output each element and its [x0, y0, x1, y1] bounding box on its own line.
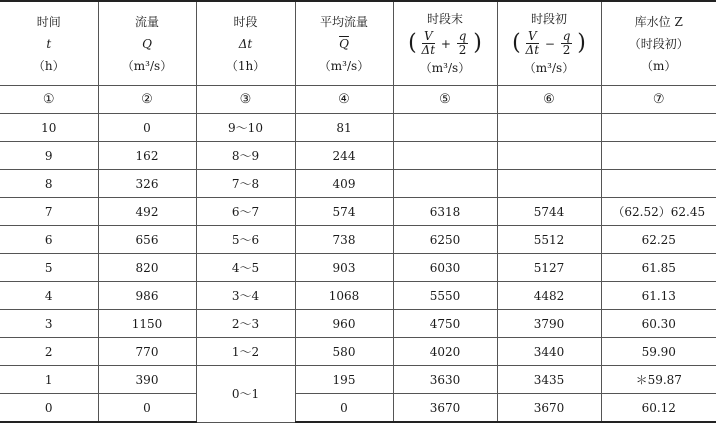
cell-period-start: 3440: [497, 338, 601, 366]
table-row: [0, 254, 716, 282]
cell-period: 5～6: [196, 226, 295, 254]
cell-average-flow: 0: [295, 394, 393, 423]
cell-period-start: [497, 114, 601, 142]
index-cell: ①: [0, 86, 98, 114]
cell-period: 9～10: [196, 114, 295, 142]
cell-flow: 0: [98, 114, 196, 142]
cell-period-start: 3670: [497, 394, 601, 423]
cell-flow: 162: [98, 142, 196, 170]
cell-period: 4～5: [196, 254, 295, 282]
cell-average-flow: 195: [295, 366, 393, 394]
cell-period-end: 6030: [393, 254, 497, 282]
cell-water-level: 60.30: [601, 310, 716, 338]
cell-time: 0: [0, 394, 98, 423]
cell-period: 3～4: [196, 282, 295, 310]
index-cell: ②: [98, 86, 196, 114]
cell-period-end: 3630: [393, 366, 497, 394]
cell-period-end: [393, 170, 497, 198]
header-time: 时间 t （h）: [0, 1, 98, 86]
formula-start: ( $\frac{V}{\Delta t}$ − $\frac{q}{2}$ ): [512, 29, 586, 57]
index-cell: ⑥: [497, 86, 601, 114]
cell-time: 3: [0, 310, 98, 338]
index-cell: ⑦: [601, 86, 716, 114]
cell-water-level: 61.85: [601, 254, 716, 282]
header-row: [0, 1, 716, 86]
index-cell: ④: [295, 86, 393, 114]
cell-time: 9: [0, 142, 98, 170]
cell-time: 4: [0, 282, 98, 310]
header-water-level: 库水位 Z （时段初） （m）: [601, 1, 716, 86]
cell-water-level: 62.25: [601, 226, 716, 254]
cell-period-start: 3790: [497, 310, 601, 338]
cell-water-level: [601, 114, 716, 142]
cell-average-flow: 580: [295, 338, 393, 366]
table-row: [0, 366, 716, 394]
header-period: 时段 Δt （1h）: [196, 1, 295, 86]
cell-period-end: [393, 142, 497, 170]
cell-period-end: [393, 114, 497, 142]
table-row: [0, 310, 716, 338]
cell-water-level: 61.13: [601, 282, 716, 310]
cell-period-start: 5744: [497, 198, 601, 226]
table-row: [0, 170, 716, 198]
cell-period-end: 6318: [393, 198, 497, 226]
cell-flow: 986: [98, 282, 196, 310]
table-row: [0, 142, 716, 170]
table-row: [0, 226, 716, 254]
cell-time: 6: [0, 226, 98, 254]
cell-average-flow: 574: [295, 198, 393, 226]
cell-water-level: [601, 170, 716, 198]
cell-average-flow: 960: [295, 310, 393, 338]
cell-period-end: 5550: [393, 282, 497, 310]
cell-average-flow: 1068: [295, 282, 393, 310]
cell-period: 0～1: [196, 366, 295, 423]
table-row: [0, 394, 716, 423]
cell-period-start: 3435: [497, 366, 601, 394]
cell-period-start: 5512: [497, 226, 601, 254]
cell-period-start: [497, 170, 601, 198]
cell-average-flow: 244: [295, 142, 393, 170]
cell-flow: 390: [98, 366, 196, 394]
cell-period: 7～8: [196, 170, 295, 198]
cell-average-flow: 81: [295, 114, 393, 142]
cell-period-start: [497, 142, 601, 170]
cell-period-end: 3670: [393, 394, 497, 423]
header-period-end: 时段末 ( $\frac{V}{\Delta t}$ + $\frac{q}{2}$ ) （m³/s）: [393, 1, 497, 86]
cell-flow: 770: [98, 338, 196, 366]
table-row: [0, 338, 716, 366]
cell-water-level: 60.12: [601, 394, 716, 423]
table-row: [0, 114, 716, 142]
cell-flow: 492: [98, 198, 196, 226]
cell-period-start: 4482: [497, 282, 601, 310]
cell-water-level: （62.52）62.45: [601, 198, 716, 226]
cell-flow: 1150: [98, 310, 196, 338]
header-average-flow: 平均流量 $\overline{Q}$ （m³/s）: [295, 1, 393, 86]
header-period-start: 时段初 ( $\frac{V}{\Delta t}$ − $\frac{q}{2}$ ) （m³/s）: [497, 1, 601, 86]
cell-period-end: 4020: [393, 338, 497, 366]
cell-water-level: [601, 142, 716, 170]
cell-flow: 820: [98, 254, 196, 282]
cell-flow: 656: [98, 226, 196, 254]
cell-average-flow: 903: [295, 254, 393, 282]
cell-period-start: 5127: [497, 254, 601, 282]
cell-water-level: ＊59.87: [601, 366, 716, 394]
table-row: [0, 198, 716, 226]
cell-period: 8～9: [196, 142, 295, 170]
header-flow: 流量 Q （m³/s）: [98, 1, 196, 86]
cell-flow: 0: [98, 394, 196, 423]
cell-average-flow: 738: [295, 226, 393, 254]
cell-time: 2: [0, 338, 98, 366]
index-row: [0, 86, 716, 114]
table-row: [0, 282, 716, 310]
index-cell: ⑤: [393, 86, 497, 114]
cell-period-end: 6250: [393, 226, 497, 254]
cell-period: 2～3: [196, 310, 295, 338]
formula-end: ( $\frac{V}{\Delta t}$ + $\frac{q}{2}$ ): [408, 29, 482, 57]
cell-average-flow: 409: [295, 170, 393, 198]
cell-period: 1～2: [196, 338, 295, 366]
cell-time: 1: [0, 366, 98, 394]
cell-flow: 326: [98, 170, 196, 198]
cell-time: 8: [0, 170, 98, 198]
cell-period-end: 4750: [393, 310, 497, 338]
index-cell: ③: [196, 86, 295, 114]
cell-water-level: 59.90: [601, 338, 716, 366]
cell-time: 10: [0, 114, 98, 142]
cell-period: 6～7: [196, 198, 295, 226]
cell-time: 7: [0, 198, 98, 226]
cell-time: 5: [0, 254, 98, 282]
